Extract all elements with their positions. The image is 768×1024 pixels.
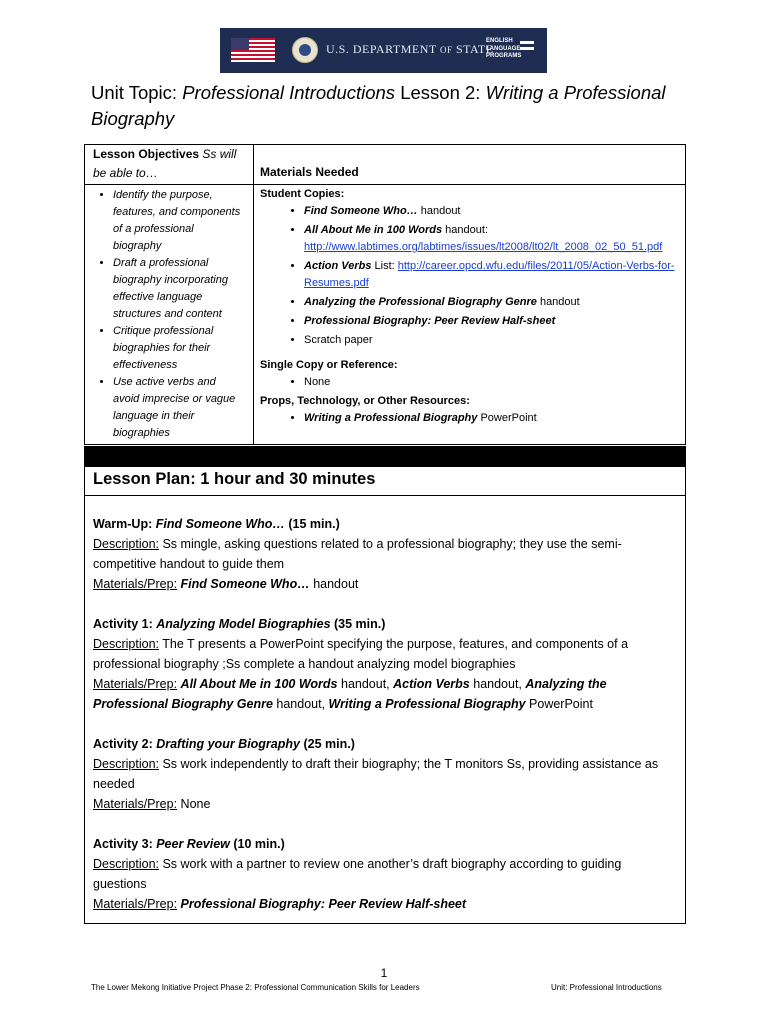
activity-2-heading: Activity 2: Drafting your Biography (25 min.) [93,737,355,751]
us-flag-icon [231,38,275,62]
material-item: • All About Me in 100 Words handout: http://www.labtimes.org/labtimes/issues/lt2008/lt02/lt_2008_02_50_51.pdf [304,222,679,256]
footer-project: The Lower Mekong Initiative Project Phase 2: Professional Communication Skills for Leaders [91,983,420,992]
header-banner [220,28,547,73]
activity-1-materials: Materials/Prep: All About Me in 100 Words handout, Action Verbs handout, Analyzing the Professional Biography Genre handout, Writing a Professional Biography PowerPoint [93,677,607,711]
warmup-materials: Materials/Prep: Find Someone Who… handout [93,577,359,591]
activity-3-materials: Materials/Prep: Professional Biography: Peer Review Half-sheet [93,897,467,911]
activity-1-description: Description: The T presents a PowerPoint specifying the purpose, features, and components of a professional biography ;Ss complete a handout analyzing model biographies [93,637,629,671]
material-item: • Action Verbs List: http://career.opcd.wfu.edu/files/2011/05/Action-Verbs-for-Resumes.pdf [304,258,679,292]
material-item: • Find Someone Who… handout [304,203,679,220]
activity-2-materials: Materials/Prep: None [93,797,211,811]
warmup-section [93,514,677,594]
activity-3-heading: Activity 3: Peer Review (10 min.) [93,837,285,851]
material-item: • Professional Biography: Peer Review Half-sheet [304,313,679,330]
objective-item: • Use active verbs and avoid imprecise or vague language in their biographies [113,374,253,442]
activity-1-section [93,614,677,714]
props-label: Props, Technology, or Other Resources: [260,395,470,407]
lesson-plan-box [84,466,686,924]
footer-unit: Unit: Professional Introductions [551,983,662,992]
activity-3-section [93,834,677,914]
objective-item: • Draft a professional biography incorporating effective language structures and content [113,255,253,323]
student-copies-label: Student Copies: [260,188,345,200]
labtimes-link[interactable]: http://www.labtimes.org/labtimes/issues/lt2008/lt02/lt_2008_02_50_51.pdf [304,241,663,253]
activity-2-section [93,734,677,814]
elp-logo-icon [520,41,534,53]
objectives-header: Lesson Objectives Ss will be able to… [85,145,254,185]
objectives-cell [85,185,254,445]
activity-3-description: Description: Ss work with a partner to review one another’s draft biography according to guiding guestions [93,857,622,891]
state-department-seal-icon [292,37,318,63]
materials-header: Materials Needed [254,145,686,185]
materials-cell [254,185,686,445]
student-copies-list [260,203,679,349]
activity-2-description: Description: Ss work independently to draft their biography; the T monitors Ss, providing assistance as needed [93,757,659,791]
objectives-materials-table [84,144,686,445]
lesson-plan-heading: Lesson Plan: 1 hour and 30 minutes [85,467,685,496]
material-item: • Scratch paper [304,332,679,349]
objectives-list [85,187,253,442]
action-verbs-link[interactable]: http://career.opcd.wfu.edu/files/2011/05/Action-Verbs-for-Resumes.pdf [304,260,675,289]
material-item: • None [304,374,679,391]
warmup-heading: Warm-Up: Find Someone Who… (15 min.) [93,517,340,531]
material-item: • Writing a Professional Biography PowerPoint [304,410,679,427]
warmup-description: Description: Ss mingle, asking questions related to a professional biography; they use the semi-competitive handout to guide them [93,537,622,571]
objective-item: • Critique professional biographies for their effectiveness [113,323,253,374]
section-divider-bar [84,446,686,466]
single-copy-label: Single Copy or Reference: [260,359,398,371]
elp-logo-text: ENGLISH LANGUAGE PROGRAMS [486,38,522,59]
lesson-plan-body [85,496,685,914]
unit-title: Unit Topic: Professional Introductions Lesson 2: Writing a Professional Biography [91,82,666,129]
page-number: 1 [380,966,388,980]
objective-item: • Identify the purpose, features, and components of a professional biography [113,187,253,255]
department-name: U.S. DEPARTMENT OF STATE [326,42,494,56]
activity-1-heading: Activity 1: Analyzing Model Biographies (35 min.) [93,617,386,631]
props-list [260,410,679,427]
material-item: • Analyzing the Professional Biography Genre handout [304,294,679,311]
single-copy-list [260,374,679,391]
